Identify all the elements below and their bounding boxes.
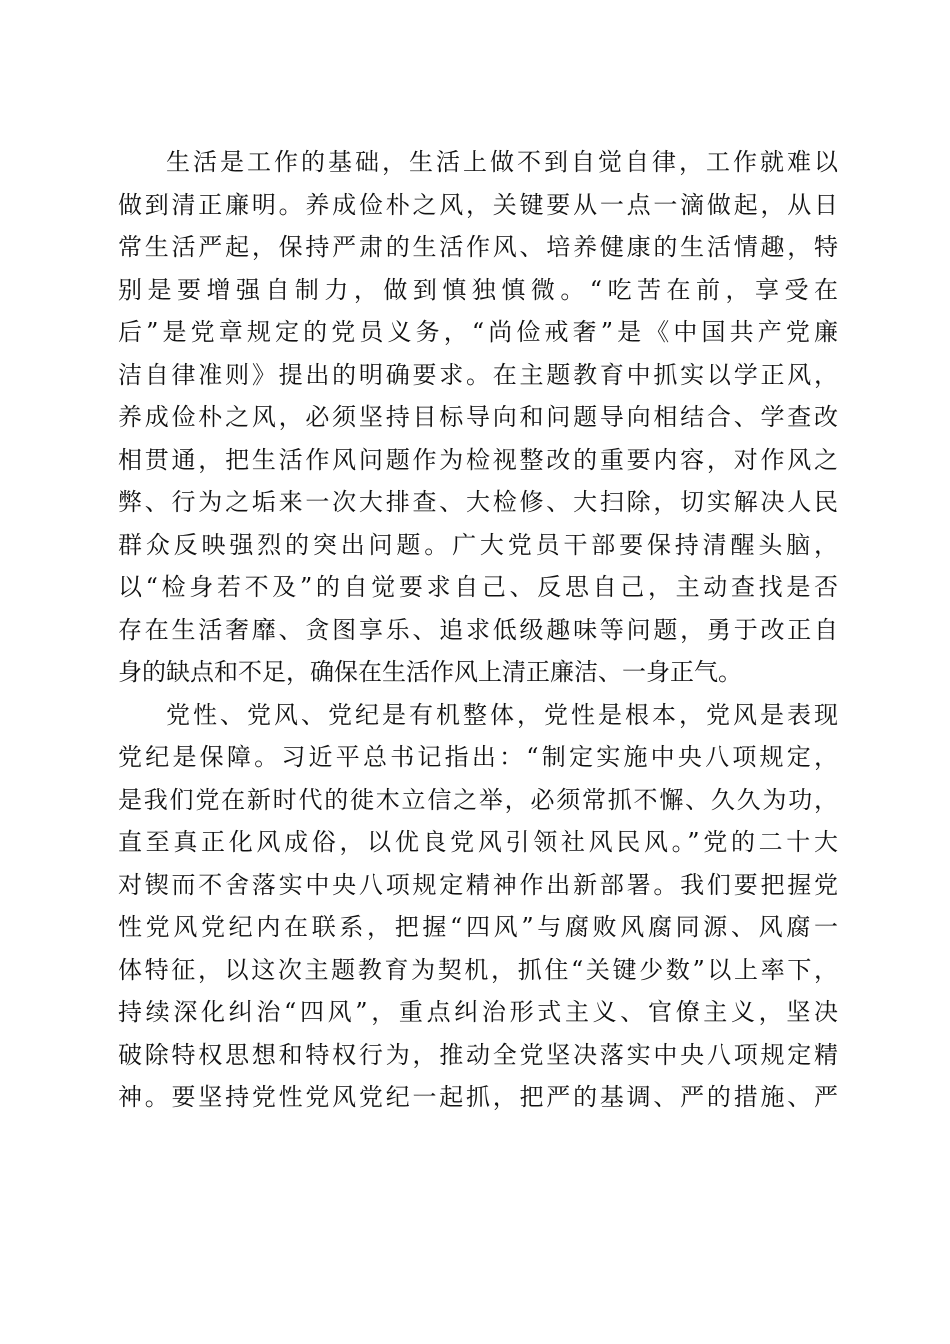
paragraph-1-line-13: 身的缺点和不足，确保在生活作风上清正廉洁、一身正气。 — [118, 658, 742, 686]
paragraph-1-line-9: 弊、行为之垢来一次大排查、大检修、大扫除，切实解决人民 — [118, 488, 838, 516]
paragraph-1-line-3: 常生活严起，保持严肃的生活作风、培养健康的生活情趣，特 — [118, 233, 838, 261]
paragraph-2-line-3: 是我们党在新时代的徙木立信之举，必须常抓不懈、久久为功， — [118, 785, 838, 814]
paragraph-2-line-1: 党性、党风、党纪是有机整体，党性是根本，党风是表现 — [166, 700, 838, 729]
paragraph-2-line-4: 直至真正化风成俗，以优良党风引领社风民风。”党的二十大 — [118, 828, 838, 856]
paragraph-1-line-7: 养成俭朴之风，必须坚持目标导向和问题导向相结合、学查改 — [118, 403, 838, 431]
paragraph-1-line-10: 群众反映强烈的突出问题。广大党员干部要保持清醒头脑， — [118, 530, 838, 559]
paragraph-1-line-5: 后”是党章规定的党员义务，“尚俭戒奢”是《中国共产党廉 — [118, 318, 838, 346]
paragraph-1-line-11: 以“检身若不及”的自觉要求自己、反思自己，主动查找是否 — [118, 573, 838, 601]
paragraph-1-line-8: 相贯通，把生活作风问题作为检视整改的重要内容，对作风之 — [118, 445, 838, 474]
paragraph-2-line-5: 对锲而不舍落实中央八项规定精神作出新部署。我们要把握党 — [118, 870, 838, 899]
paragraph-2-line-7: 体特征，以这次主题教育为契机，抓住“关键少数”以上率下， — [118, 955, 838, 984]
paragraph-2-line-8: 持续深化纠治“四风”，重点纠治形式主义、官僚主义，坚决 — [118, 998, 838, 1026]
paragraph-1-line-2: 做到清正廉明。养成俭朴之风，关键要从一点一滴做起，从日 — [118, 190, 838, 219]
paragraph-1-line-4: 别是要增强自制力，做到慎独慎微。“吃苦在前，享受在 — [118, 275, 838, 304]
paragraph-2-line-9: 破除特权思想和特权行为，推动全党坚决落实中央八项规定精 — [118, 1040, 838, 1069]
paragraph-1-line-6: 洁自律准则》提出的明确要求。在主题教育中抓实以学正风， — [118, 360, 838, 389]
document-body — [118, 141, 838, 1119]
paragraph-2-line-2: 党纪是保障。习近平总书记指出：“制定实施中央八项规定， — [118, 743, 838, 771]
paragraph-2-line-6: 性党风党纪内在联系，把握“四风”与腐败风腐同源、风腐一 — [118, 913, 838, 941]
paragraph-1-line-1: 生活是工作的基础，生活上做不到自觉自律，工作就难以 — [166, 148, 838, 176]
paragraph-1-line-12: 存在生活奢靡、贪图享乐、追求低级趣味等问题，勇于改正自 — [118, 615, 838, 644]
paragraph-2-line-10: 神。要坚持党性党风党纪一起抓，把严的基调、严的措施、严 — [118, 1083, 838, 1111]
